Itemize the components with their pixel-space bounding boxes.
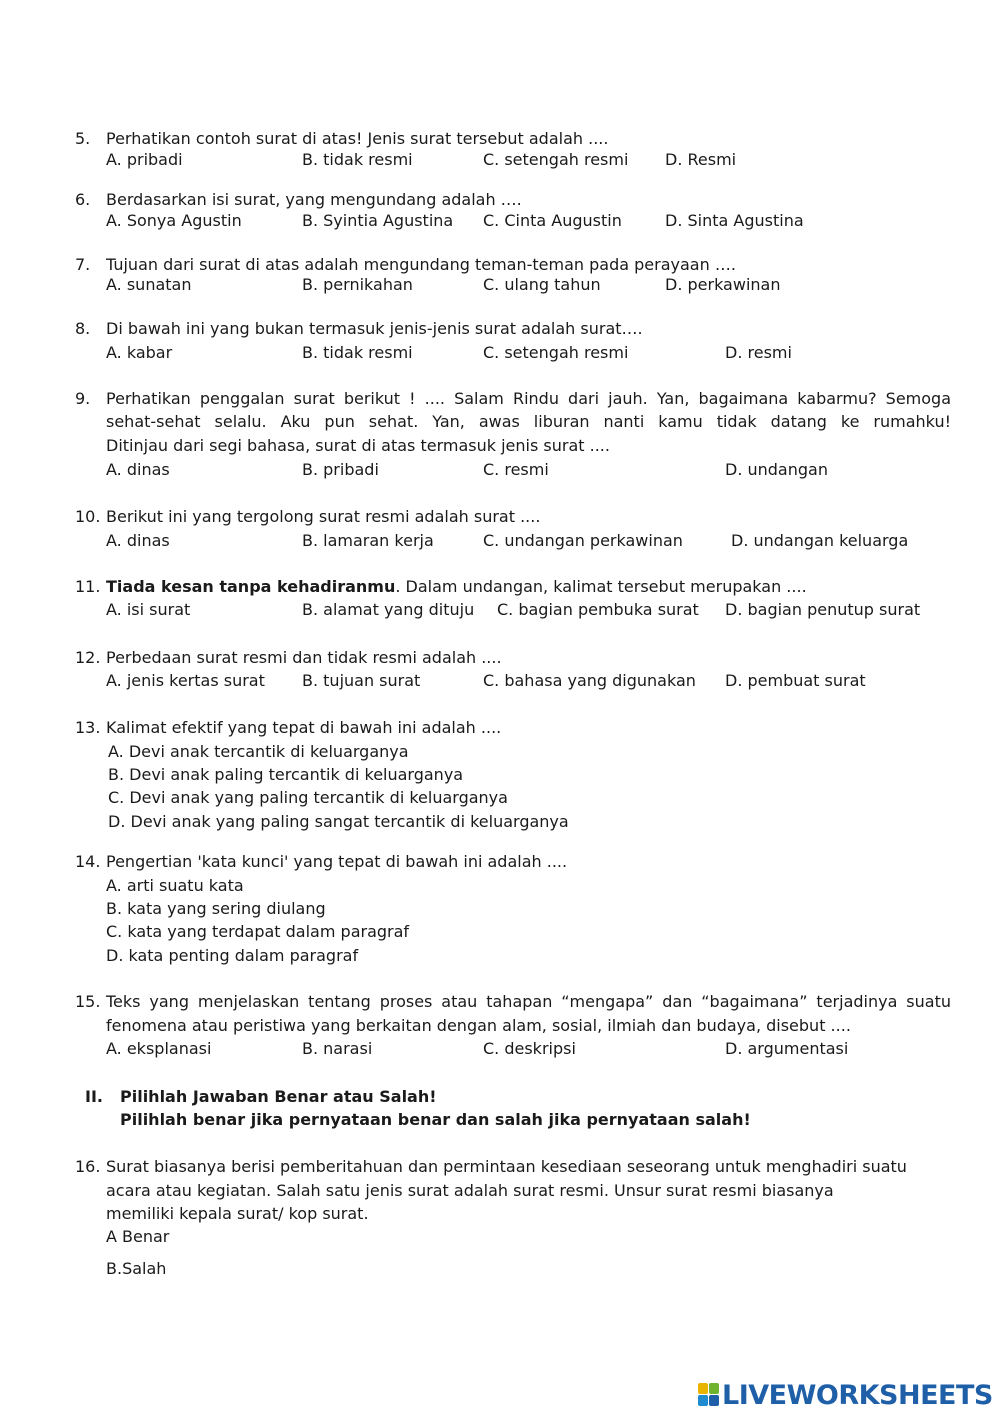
question-stem: Di bawah ini yang bukan termasuk jenis-jenis surat adalah surat…. [106, 319, 643, 338]
question-number: 15. [75, 992, 101, 1011]
option-c[interactable]: C. bahasa yang digunakan [483, 671, 696, 690]
option-a[interactable]: A. Devi anak tercantik di keluarganya [108, 742, 409, 761]
option-a[interactable]: A. dinas [106, 460, 170, 479]
option-c[interactable]: C. Devi anak yang paling tercantik di keluarganya [108, 788, 508, 807]
question-stem-line-2: fenomena atau peristiwa yang berkaitan dengan alam, sosial, ilmiah dan budaya, disebut .... [106, 1016, 851, 1035]
option-a[interactable]: A. isi surat [106, 600, 191, 619]
option-d[interactable]: D. kata penting dalam paragraf [106, 946, 359, 965]
section-title: Pilihlah Jawaban Benar atau Salah! [120, 1087, 437, 1106]
section-subtitle: Pilihlah benar jika pernyataan benar dan salah jika pernyataan salah! [120, 1110, 751, 1129]
option-d[interactable]: D. Resmi [665, 150, 737, 169]
option-d[interactable]: D. Devi anak yang paling sangat tercantik di keluarganya [108, 812, 569, 831]
option-d[interactable]: D. perkawinan [665, 275, 781, 294]
question-number: 16. [75, 1157, 101, 1176]
question-number: 5. [75, 129, 91, 148]
option-b[interactable]: B. tujuan surat [302, 671, 421, 690]
option-a[interactable]: A. arti suatu kata [106, 876, 244, 895]
question-stem-line-2: acara atau kegiatan. Salah satu jenis surat adalah surat resmi. Unsur surat resmi biasanya [106, 1181, 834, 1200]
question-stem: Berdasarkan isi surat, yang mengundang adalah …. [106, 190, 522, 209]
question-stem [106, 577, 807, 597]
option-d[interactable]: D. argumentasi [725, 1039, 849, 1058]
option-c[interactable]: C. kata yang terdapat dalam paragraf [106, 922, 410, 941]
option-d[interactable]: D. Sinta Agustina [665, 211, 804, 230]
option-a[interactable]: A. pribadi [106, 150, 183, 169]
option-d[interactable]: D. undangan [725, 460, 828, 479]
option-b[interactable]: B. alamat yang dituju [302, 600, 475, 619]
option-b[interactable]: B. lamaran kerja [302, 531, 434, 550]
option-a[interactable]: A. jenis kertas surat [106, 671, 265, 690]
option-c[interactable]: C. resmi [483, 460, 549, 479]
option-a[interactable]: A. eksplanasi [106, 1039, 212, 1058]
question-stem-line-1: Teks yang menjelaskan tentang proses atau tahapan “mengapa” dan “bagaimana” terjadinya suatu [106, 992, 951, 1011]
question-stem: Perbedaan surat resmi dan tidak resmi adalah .... [106, 648, 502, 667]
option-d[interactable]: D. pembuat surat [725, 671, 866, 690]
question-stem-line-3: Ditinjau dari segi bahasa, surat di atas termasuk jenis surat .... [106, 436, 610, 455]
option-b[interactable]: B. pernikahan [302, 275, 413, 294]
question-number: 6. [75, 190, 91, 209]
question-stem-line-2: sehat-sehat selalu. Aku pun sehat. Yan, awas liburan nanti kamu tidak datang ke rumahku! [106, 412, 951, 431]
option-c[interactable]: C. ulang tahun [483, 275, 601, 294]
option-b[interactable]: B. pribadi [302, 460, 379, 479]
option-b[interactable]: B. narasi [302, 1039, 373, 1058]
option-c[interactable]: C. deskripsi [483, 1039, 576, 1058]
option-b[interactable]: B. kata yang sering diulang [106, 899, 326, 918]
question-stem-line-1: Perhatikan penggalan surat berikut ! .... Salam Rindu dari jauh. Yan, bagaimana kabarmu? Semoga [106, 389, 951, 408]
option-b[interactable]: B. tidak resmi [302, 343, 413, 362]
option-b[interactable]: B. tidak resmi [302, 150, 413, 169]
option-a[interactable]: A. sunatan [106, 275, 192, 294]
question-number: 12. [75, 648, 101, 667]
question-number: 8. [75, 319, 91, 338]
question-number: 13. [75, 718, 101, 737]
option-d[interactable]: D. undangan keluarga [731, 531, 909, 550]
option-c[interactable]: C. bagian pembuka surat [497, 600, 699, 619]
question-stem-rest: . Dalam undangan, kalimat tersebut merupakan .... [395, 577, 807, 596]
question-number: 14. [75, 852, 101, 871]
option-d[interactable]: D. bagian penutup surat [725, 600, 921, 619]
option-c[interactable]: C. setengah resmi [483, 150, 629, 169]
question-stem: Perhatikan contoh surat di atas! Jenis surat tersebut adalah .... [106, 129, 609, 148]
question-stem: Pengertian 'kata kunci' yang tepat di bawah ini adalah .... [106, 852, 568, 871]
question-stem-bold: Tiada kesan tanpa kehadiranmu [106, 577, 396, 596]
option-b[interactable]: B. Syintia Agustina [302, 211, 454, 230]
option-a[interactable]: A. Sonya Agustin [106, 211, 242, 230]
option-salah[interactable]: B.Salah [106, 1259, 167, 1278]
option-a[interactable]: A. kabar [106, 343, 173, 362]
section-numeral: II. [85, 1087, 103, 1106]
option-c[interactable]: C. setengah resmi [483, 343, 629, 362]
question-stem-line-1: Surat biasanya berisi pemberitahuan dan permintaan kesediaan seseorang untuk menghadiri suatu [106, 1157, 907, 1176]
liveworksheets-brand: LIVEWORKSHEETS [722, 1379, 993, 1411]
question-number: 9. [75, 389, 91, 408]
question-stem-line-3: memiliki kepala surat/ kop surat. [106, 1204, 369, 1223]
question-stem: Tujuan dari surat di atas adalah mengundang teman-teman pada perayaan …. [106, 255, 736, 274]
option-d[interactable]: D. resmi [725, 343, 792, 362]
question-number: 11. [75, 577, 101, 596]
option-benar[interactable]: A Benar [106, 1227, 170, 1246]
question-number: 7. [75, 255, 91, 274]
liveworksheets-logo-icon [698, 1383, 720, 1407]
liveworksheets-logo [698, 1378, 993, 1412]
question-number: 10. [75, 507, 101, 526]
option-a[interactable]: A. dinas [106, 531, 170, 550]
option-c[interactable]: C. Cinta Augustin [483, 211, 622, 230]
question-stem: Kalimat efektif yang tepat di bawah ini adalah .... [106, 718, 502, 737]
section-heading [85, 1086, 437, 1108]
option-b[interactable]: B. Devi anak paling tercantik di keluarganya [108, 765, 464, 784]
option-c[interactable]: C. undangan perkawinan [483, 531, 683, 550]
question-stem: Berikut ini yang tergolong surat resmi adalah surat .... [106, 507, 541, 526]
